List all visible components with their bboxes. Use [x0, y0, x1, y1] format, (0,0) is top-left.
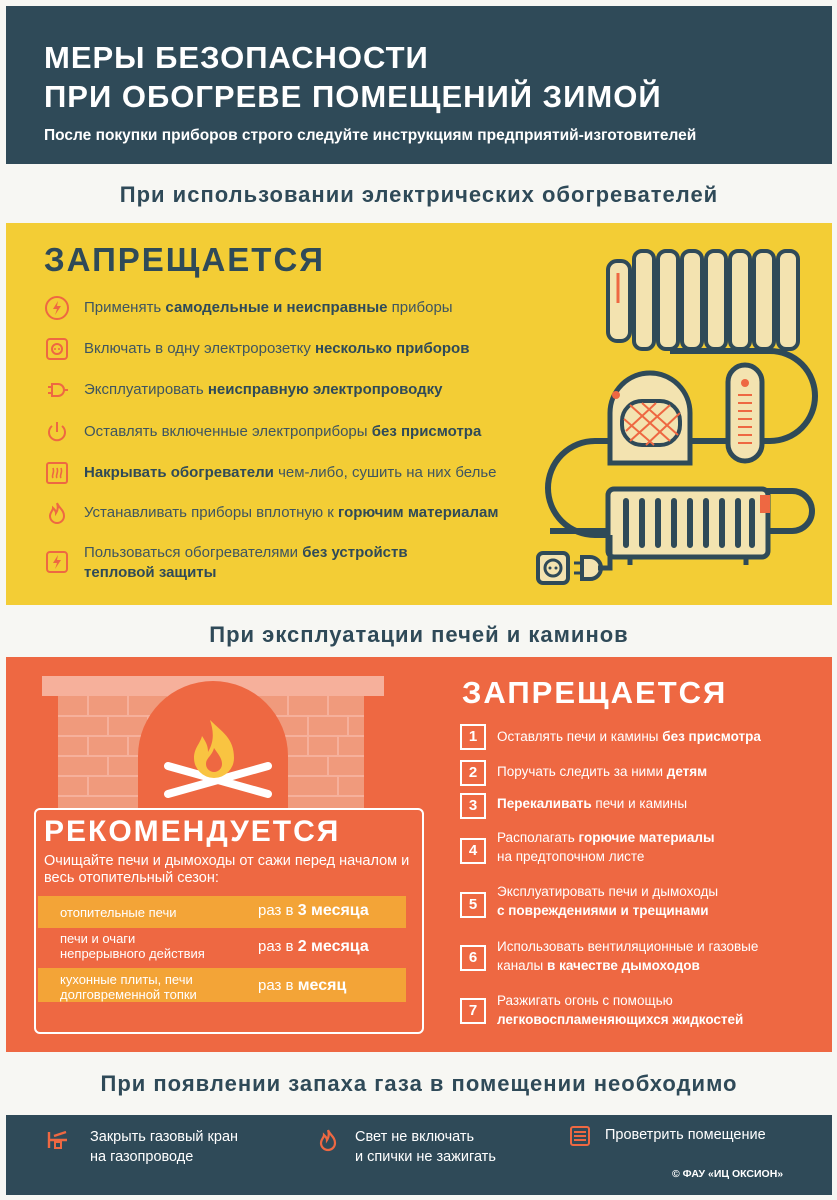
stoves-item-5: Эксплуатировать печи и дымоходы с повреждениями и трещинами [497, 884, 719, 918]
electric-item-7: Пользоваться обогревателями без устройств тепловой защиты [84, 544, 408, 581]
electric-forbidden-title: ЗАПРЕЩАЕТСЯ [44, 241, 325, 278]
stoves-section-heading: При эксплуатации печей и каминов [209, 622, 629, 647]
electric-item-6: Устанавливать приборы вплотную к горючим материалам [84, 504, 499, 521]
fan-heater [610, 373, 690, 463]
page-title-line2: ПРИ ОБОГРЕВЕ ПОМЕЩЕНИЙ ЗИМОЙ [44, 79, 662, 114]
stoves-item-3-number: 3 [460, 793, 486, 819]
stoves-item-1: Оставлять печи и камины без присмотра [497, 729, 761, 744]
wall-socket [538, 535, 610, 583]
gas-section-heading: При появлении запаха газа в помещении необходимо [100, 1071, 738, 1096]
gas-item-2: Свет не включать и спички не зажигать [355, 1129, 496, 1165]
recommend-row-1-label: отопительные печи [60, 905, 177, 920]
convector [608, 489, 770, 565]
shield-bolt-icon [44, 549, 70, 575]
stoves-item-2-number: 2 [460, 760, 486, 786]
fireplace-illustration [38, 676, 390, 810]
plug-icon [44, 377, 70, 403]
electric-item-3: Эксплуатировать неисправную электропроводку [84, 381, 443, 398]
stoves-item-6-number: 6 [460, 945, 486, 971]
recommend-row-3-label: кухонные плиты, печи долговременной топки [60, 972, 197, 1002]
electric-section-heading: При использовании электрических обогревателей [119, 182, 719, 207]
recommend-row-2-value: раз в 2 месяца [258, 938, 369, 955]
stoves-forbidden-title: ЗАПРЕЩАЕТСЯ [462, 675, 728, 710]
stoves-item-1-number: 1 [460, 724, 486, 750]
electric-item-4: Оставлять включенные электроприборы без присмотра [84, 423, 482, 440]
stoves-item-6: Использовать вентиляционные и газовые каналы в качестве дымоходов [497, 939, 759, 973]
page-subtitle: После покупки приборов строго следуйте инструкциям предприятий-изготовителей [44, 127, 697, 144]
stoves-item-7-number: 7 [460, 998, 486, 1024]
stoves-item-4-number: 4 [460, 838, 486, 864]
stoves-item-3: Перекаливать печи и камины [497, 796, 688, 811]
recommend-row-1-value: раз в 3 месяца [258, 902, 369, 919]
power-icon [44, 419, 70, 445]
copyright: © ФАУ «ИЦ ОКСИОН» [672, 1168, 784, 1180]
electric-item-1: Применять самодельные и неисправные приборы [84, 299, 453, 316]
tower-heater [728, 365, 762, 461]
recommend-row-2-label: печи и очаги непрерывного действия [60, 931, 205, 961]
flame-icon [44, 500, 70, 526]
recommend-row-3-value: раз в месяц [258, 977, 347, 994]
electric-item-2: Включать в одну электророзетку несколько приборов [84, 340, 470, 357]
stoves-item-5-number: 5 [460, 892, 486, 918]
gas-valve-icon [46, 1128, 70, 1152]
recommend-description: Очищайте печи и дымоходы от сажи перед началом и весь отопительный сезон: [44, 853, 410, 886]
stoves-item-2: Поручать следить за ними детям [497, 764, 708, 779]
recommend-title: РЕКОМЕНДУЕТСЯ [44, 815, 341, 848]
window-icon [568, 1124, 592, 1148]
gas-item-1: Закрыть газовый кран на газопроводе [90, 1129, 239, 1165]
page-title-line1: МЕРЫ БЕЗОПАСНОСТИ [44, 40, 429, 75]
electric-item-5: Накрывать обогреватели чем-либо, сушить на них белье [84, 464, 497, 481]
oil-radiator [608, 251, 798, 349]
stoves-item-7: Разжигать огонь с помощью легковоспламеняющихся жидкостей [497, 993, 744, 1027]
flame-icon [316, 1128, 340, 1152]
gas-item-3: Проветрить помещение [605, 1127, 766, 1143]
socket-icon [44, 336, 70, 362]
lightning-icon [44, 295, 70, 321]
heater-icon [44, 460, 70, 486]
stoves-item-4: Располагать горючие материалы на предтопочном листе [497, 830, 715, 864]
heaters-illustration [530, 243, 820, 588]
